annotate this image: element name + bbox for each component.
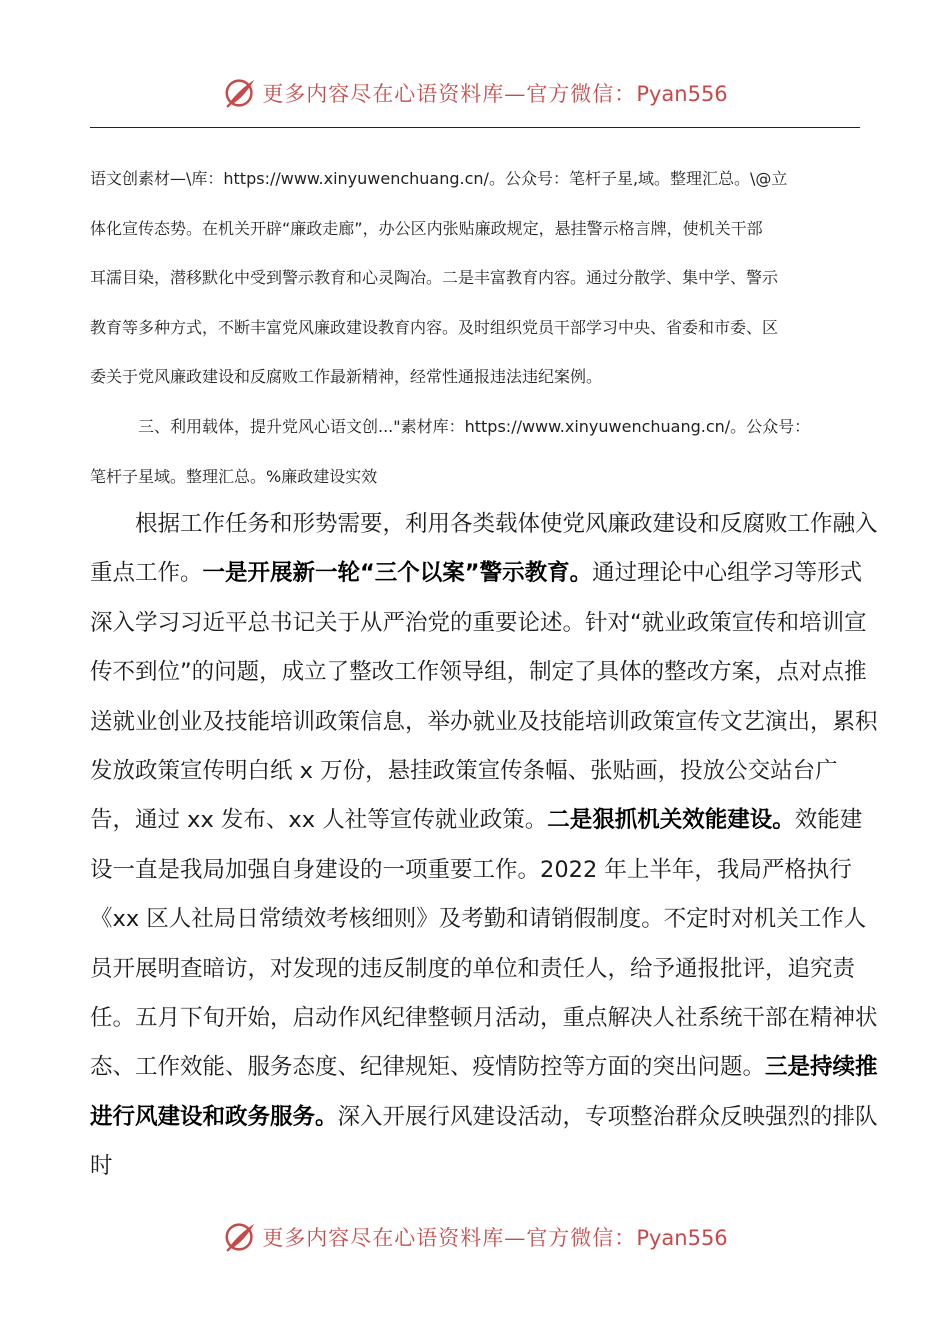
text-line: 教育等多种方式，不断丰富党风廉政建设教育内容。及时组织党员干部学习中央、省委和市委、区 [90, 317, 779, 337]
text-line: 语文创素材—\库：https://www.xinyuwenchuang.cn/。公众号：笔杆子星,域。整理汇总。\@立 [90, 169, 788, 188]
bold-point-3: 三是持续推进行风建设和政务服务。 [90, 1054, 878, 1130]
quill-logo-icon [222, 1218, 260, 1256]
paragraph [90, 500, 880, 1192]
banner-text [262, 78, 727, 108]
paragraph-text: 效能建设一直是我局加强自身建设的一项重要工作。2022 年上半年，我局严格执行《xx 区人社局日常绩效考核细则》及考勤和请销假制度。不定时对机关工作人员开展明查暗访，对发现的违反制度的单位和责任人，给予通报批评，追究责任。五月下旬开始，启动作风纪律整顿月活动，重点解决人社系统干部在精神状态、工作效能、服务态度、纪律规矩、疫情防控等方面的突出问题。 [90, 807, 878, 1081]
paragraph-text: 根据工作任务和形势需要，利用各类载体使党风廉政建设和反腐败工作融入重点工作。 [90, 511, 878, 587]
banner-account: Pyan556 [636, 82, 728, 106]
footer-banner [0, 1212, 950, 1262]
banner-text [262, 1222, 727, 1252]
bold-point-1: 一是开展新一轮“三个以案”警示教育。 [202, 560, 593, 587]
header-banner [0, 68, 950, 118]
banner-wechat-label: 官方微信： [526, 82, 637, 106]
banner-slogan: 更多内容尽在心语资料库— [262, 1226, 527, 1250]
banner-account: Pyan556 [636, 1226, 728, 1250]
text-line: 委关于党风廉政建设和反腐败工作最新精神，经常性通报违法违纪案例。 [90, 367, 603, 387]
section-heading-line: 三、利用载体，提升党风心语文创..."素材库：https://www.xinyuwenchuang.cn/。公众号： [138, 416, 811, 436]
text-line: 体化宣传态势。在机关开辟“廉政走廊”，办公区内张贴廉政规定，悬挂警示格言牌，使机关干部 [90, 218, 763, 238]
text-line: 耳濡目染，潜移默化中受到警示教育和心灵陶冶。二是丰富教育内容。通过分散学、集中学、警示 [90, 268, 779, 288]
header-divider [90, 127, 860, 128]
section-heading-line: 笔杆子星域。整理汇总。%廉政建设实效 [90, 466, 378, 486]
quill-logo-icon [222, 74, 260, 112]
intro-paragraph [90, 154, 880, 501]
paragraph-text: 深入开展行风建设活动，专项整治群众反映强烈的排队时 [90, 1103, 878, 1180]
body-paragraph [90, 500, 880, 1192]
banner-slogan: 更多内容尽在心语资料库— [262, 82, 527, 106]
banner-wechat-label: 官方微信： [526, 1226, 637, 1250]
paragraph-text: 通过理论中心组学习等形式深入学习习近平总书记关于从严治党的重要论述。针对“就业政策宣传和培训宣传不到位”的问题，成立了整改工作领导组，制定了具体的整改方案，点对点推送就业创业及技能培训政策信息，举办就业及技能培训政策宣传文艺演出，累积发放政策宣传明白纸 x 万份，悬挂政策宣传条幅、张贴画，投放公交站台广告，通过 xx 发布、xx 人社等宣传就业政策。 [90, 560, 878, 834]
bold-point-2: 二是狠抓机关效能建设。 [547, 807, 795, 834]
